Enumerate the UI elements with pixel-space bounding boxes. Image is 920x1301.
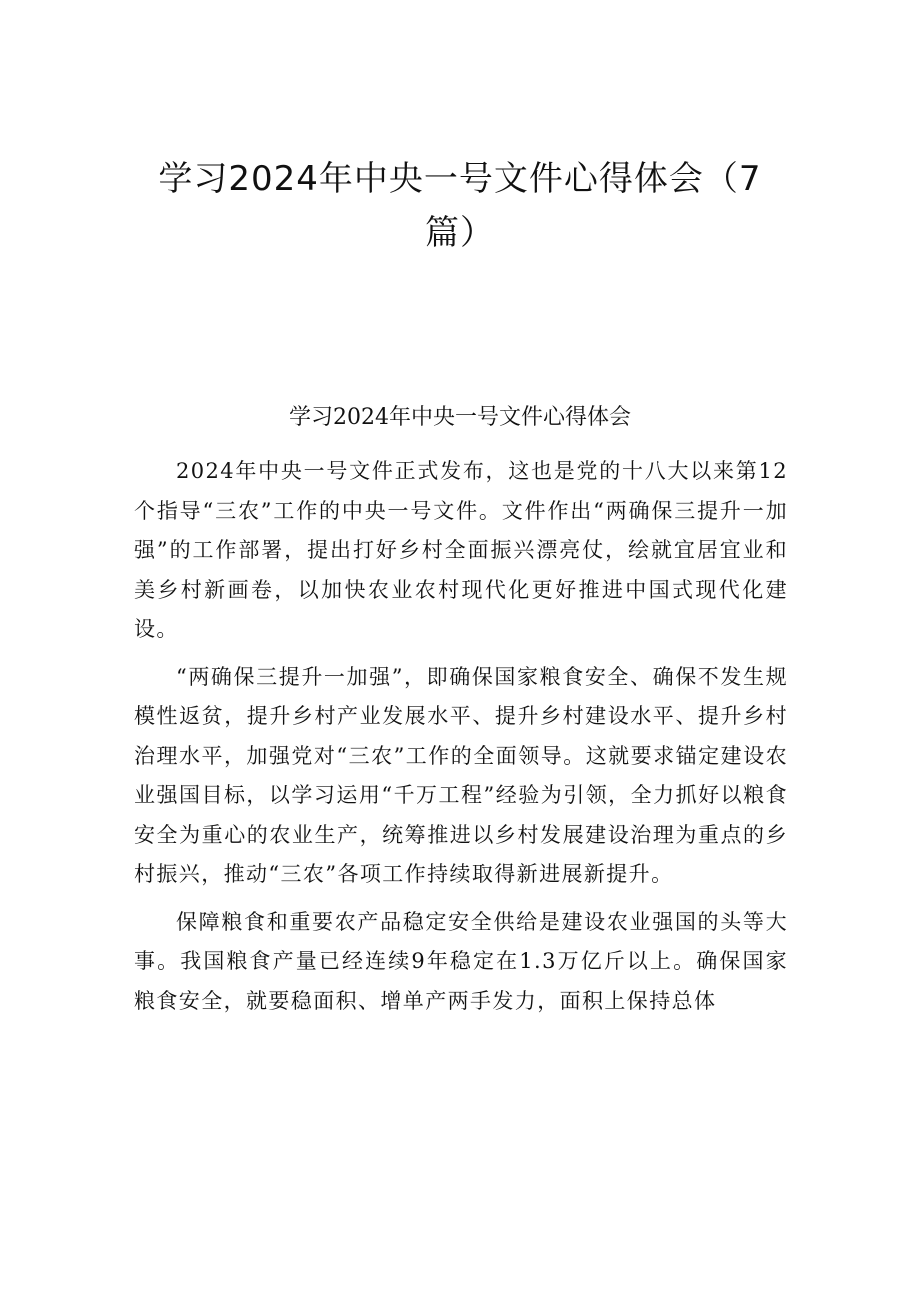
section-title: 学习2024年中央一号文件心得体会 [289, 405, 631, 430]
document-title: 学习2024年中央一号文件心得体会（7篇） [158, 159, 762, 253]
paragraph: “两确保三提升一加强”，即确保国家粮食安全、确保不发生规模性返贫，提升乡村产业发展水平、提升乡村建设水平、提升乡村治理水平，加强党对“三农”工作的全面领导。这就要求锚定建设农业强国目标，以学习运用“千万工程”经验为引领，全力抓好以粮食安全为重心的农业生产，统筹推进以乡村发展建设治理为重点的乡村振兴，推动“三农”各项工作持续取得新进展新提升。 [134, 664, 788, 886]
paragraph: 2024年中央一号文件正式发布，这也是党的十八大以来第12个指导“三农”工作的中央一号文件。文件作出“两确保三提升一加强”的工作部署，提出打好乡村全面振兴漂亮仗，绘就宜居宜业和美乡村新画卷，以加快农业农村现代化更好推进中国式现代化建设。 [134, 459, 788, 641]
document-body [134, 452, 788, 1029]
paragraph: 保障粮食和重要农产品稳定安全供给是建设农业强国的头等大事。我国粮食产量已经连续9年稳定在1.3万亿斤以上。确保国家粮食安全，就要稳面积、增单产两手发力，面积上保持总体 [134, 909, 788, 1013]
